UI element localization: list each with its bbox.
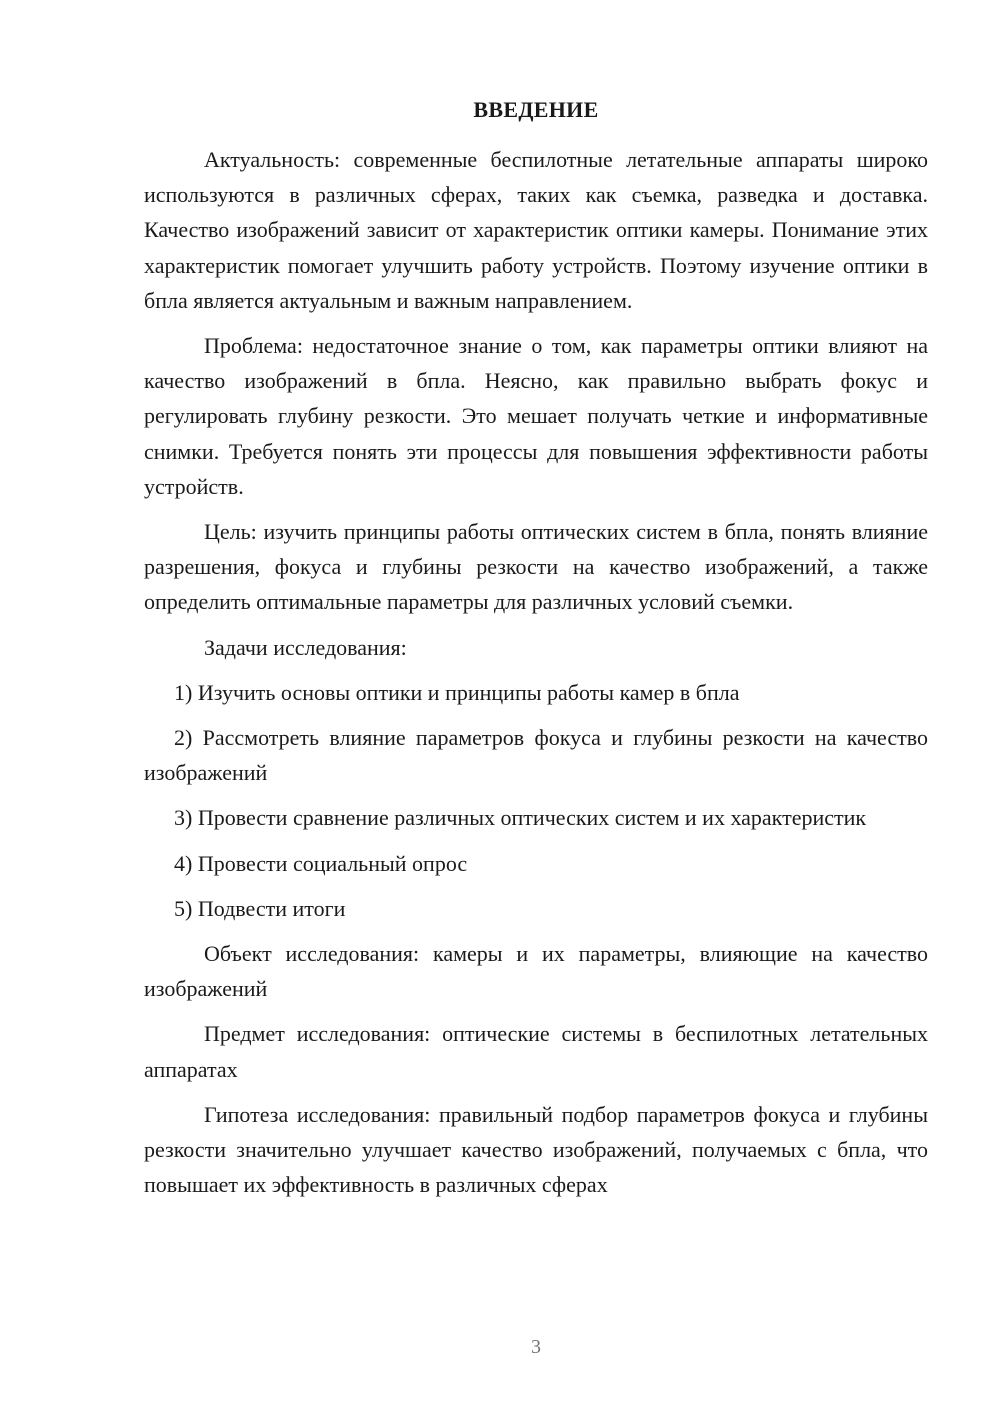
- tasks-heading: Задачи исследования:: [204, 634, 407, 660]
- paragraph-relevance: Актуальность: современные беспилотные летательные аппараты широко используются в различных сферах, таких как съемка, разведка и доставка. Качество изображений зависит от характеристик оптики камеры. Понимание этих характеристик помогает улучшить работу устройств. Поэтому изучение оптики в бпла является актуальным и важным направлением.: [144, 147, 928, 313]
- task-item: 5) Подвести итоги: [174, 895, 346, 921]
- page-number: 3: [531, 1336, 541, 1358]
- paragraph-hypothesis: Гипотеза исследования: правильный подбор параметров фокуса и глубины резкости значительно улучшает качество изображений, получаемых с бпла, что повышает их эффективность в различных сферах: [144, 1101, 928, 1198]
- paragraph-object: Объект исследования: камеры и их параметры, влияющие на качество изображений: [144, 941, 928, 1002]
- paragraph-problem: Проблема: недостаточное знание о том, как параметры оптики влияют на качество изображений в бпла. Неясно, как правильно выбрать фокус и регулировать глубину резкости. Это мешает получать четкие и информативные снимки. Требуется понять эти процессы для повышения эффективности работы устройств.: [144, 333, 928, 499]
- task-item: 4) Провести социальный опрос: [174, 850, 468, 876]
- page-title: ВВЕДЕНИЕ: [473, 97, 599, 122]
- body-text: [144, 142, 928, 1212]
- paragraph-goal: Цель: изучить принципы работы оптических систем в бпла, понять влияние разрешения, фокуса и глубины резкости на качество изображений, а также определить оптимальные параметры для различных условий съемки.: [144, 519, 928, 615]
- task-item: 2) Рассмотреть влияние параметров фокуса и глубины резкости на качество изображений: [144, 725, 928, 786]
- paragraph-subject: Предмет исследования: оптические системы в беспилотных летательных аппаратах: [144, 1021, 928, 1082]
- task-item: 1) Изучить основы оптики и принципы работы камер в бпла: [174, 679, 740, 705]
- task-item: 3) Провести сравнение различных оптических систем и их характеристик: [174, 805, 867, 831]
